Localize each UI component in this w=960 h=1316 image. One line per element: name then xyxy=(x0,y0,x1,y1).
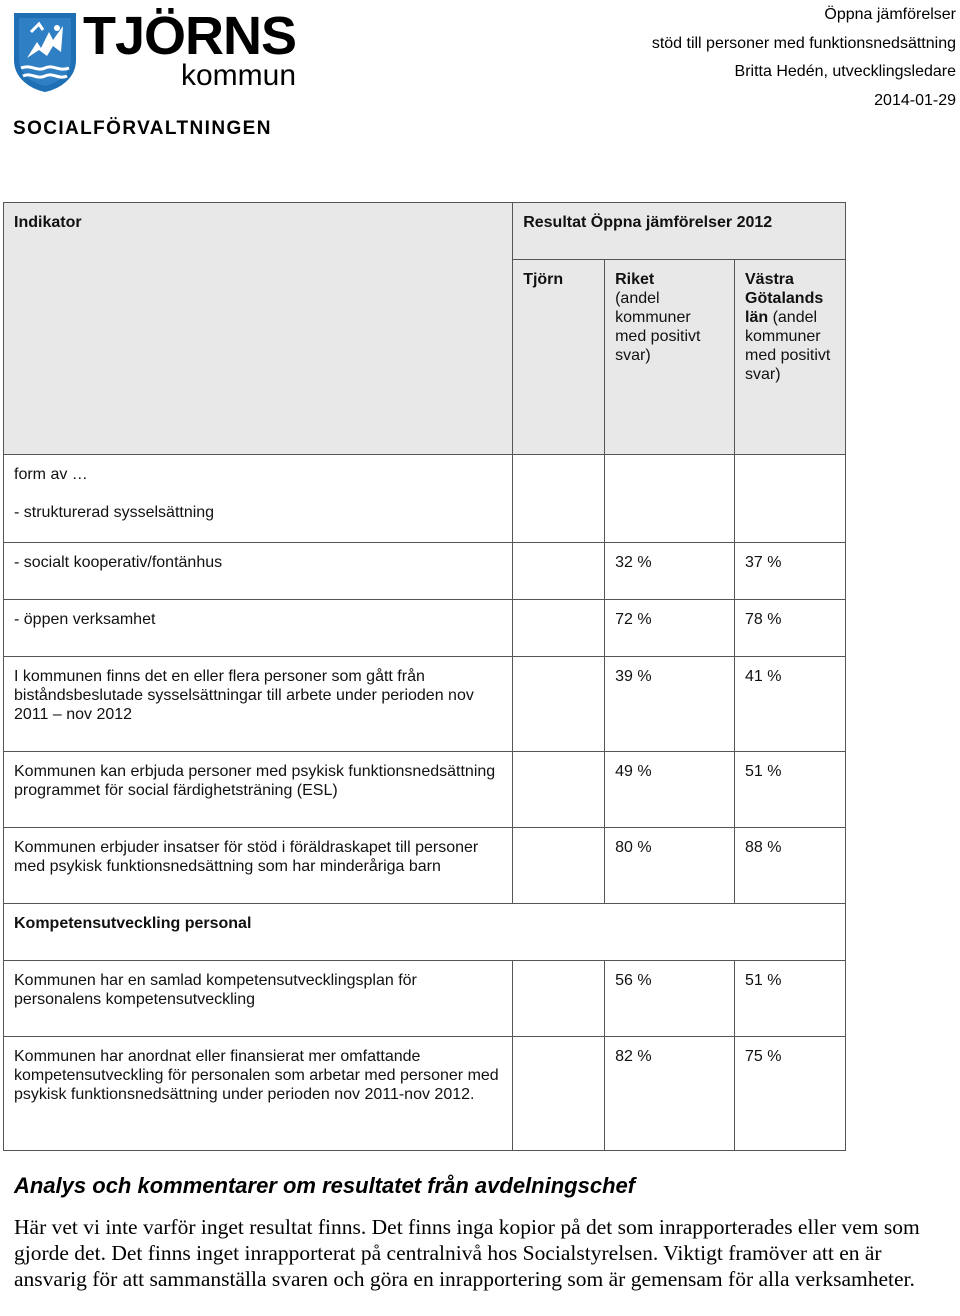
row-label: - socialt kooperativ/fontänhus xyxy=(4,543,513,600)
header-result: Resultat Öppna jämförelser 2012 xyxy=(513,203,846,260)
results-table xyxy=(3,202,846,1151)
cell-tjorn xyxy=(513,543,605,600)
cell-tjorn xyxy=(513,657,605,752)
logo-name: TJÖRNS xyxy=(83,6,297,66)
table-row xyxy=(4,600,846,657)
table-row xyxy=(4,543,846,600)
analysis-title: Analys och kommentarer om resultatet från avdelningschef xyxy=(14,1173,636,1198)
logo xyxy=(13,6,313,96)
table-row xyxy=(4,752,846,828)
cell-riket: 72 % xyxy=(605,600,735,657)
cell-riket: 32 % xyxy=(605,543,735,600)
table-row xyxy=(4,828,846,904)
table-row xyxy=(4,961,846,1037)
cell-tjorn xyxy=(513,828,605,904)
row-label: Kommunen erbjuder insatser för stöd i föräldraskapet till personer med psykisk funktionsnedsättning som har minderåriga barn xyxy=(4,828,513,904)
header-line-date: 2014-01-29 xyxy=(874,91,956,109)
cell-vg: 41 % xyxy=(735,657,846,752)
header-indicator: Indikator xyxy=(4,203,513,455)
department-name: SOCIALFÖRVALTNINGEN xyxy=(13,118,272,139)
table-row xyxy=(4,455,846,543)
cell-riket xyxy=(605,455,735,543)
section-row xyxy=(4,904,846,961)
coat-of-arms-icon xyxy=(13,12,77,92)
row-label: I kommunen finns det en eller flera personer som gått från biståndsbeslutade sysselsättningar till arbete under perioden nov 2011 – nov 2012 xyxy=(4,657,513,752)
cell-riket: 82 % xyxy=(605,1037,735,1151)
document-header-info xyxy=(652,1,956,115)
cell-riket: 80 % xyxy=(605,828,735,904)
header-line-subject: stöd till personer med funktionsnedsättning xyxy=(651,34,956,52)
cell-vg: 51 % xyxy=(735,752,846,828)
table-row xyxy=(4,657,846,752)
cell-vg: 37 % xyxy=(735,543,846,600)
subheader-riket: Riket (andel kommuner med positivt svar) xyxy=(605,260,735,455)
header-line-title: Öppna jämförelser xyxy=(824,6,956,23)
cell-vg: 51 % xyxy=(735,961,846,1037)
cell-vg: 78 % xyxy=(735,600,846,657)
row-label: Kommunen har en samlad kompetensutvecklingsplan för personalens kompetensutveckling xyxy=(4,961,513,1037)
section-heading: Kompetensutveckling personal xyxy=(4,904,846,961)
subheader-vastra-gotaland: Västra Götalands län (andel kommuner med positivt svar) xyxy=(735,260,846,455)
cell-tjorn xyxy=(513,752,605,828)
row-label: Kommunen kan erbjuda personer med psykisk funktionsnedsättning programmet för social färdighetsträning (ESL) xyxy=(4,752,513,828)
cell-vg: 88 % xyxy=(735,828,846,904)
logo-subtitle: kommun xyxy=(181,59,297,92)
cell-vg: 75 % xyxy=(735,1037,846,1151)
cell-tjorn xyxy=(513,961,605,1037)
row-label: Kommunen har anordnat eller finansierat mer omfattande kompetensutveckling för personalen som arbetar med personer med psykisk funktionsnedsättning under perioden nov 2011-nov 2012. xyxy=(4,1037,513,1151)
cell-vg xyxy=(735,455,846,543)
cell-tjorn xyxy=(513,455,605,543)
cell-tjorn xyxy=(513,600,605,657)
cell-tjorn xyxy=(513,1037,605,1151)
row-label: form av … - strukturerad sysselsättning xyxy=(4,455,513,543)
cell-riket: 49 % xyxy=(605,752,735,828)
table-row xyxy=(4,1037,846,1151)
cell-riket: 56 % xyxy=(605,961,735,1037)
analysis-body: Här vet vi inte varför inget resultat finns. Det finns inga kopior på det som inrapporterades eller vem som gjorde det. Det finns inget inrapporterat på centralnivå hos Socialstyrelsen. Viktigt framöver att en är ansvarig för att sammanställa svaren och göra en inrapportering som är gemensam för alla verksamheter. xyxy=(14,1215,920,1291)
row-label: - öppen verksamhet xyxy=(4,600,513,657)
cell-riket: 39 % xyxy=(605,657,735,752)
subheader-tjorn: Tjörn xyxy=(513,260,605,455)
header-line-author: Britta Hedén, utvecklingsledare xyxy=(734,63,956,80)
